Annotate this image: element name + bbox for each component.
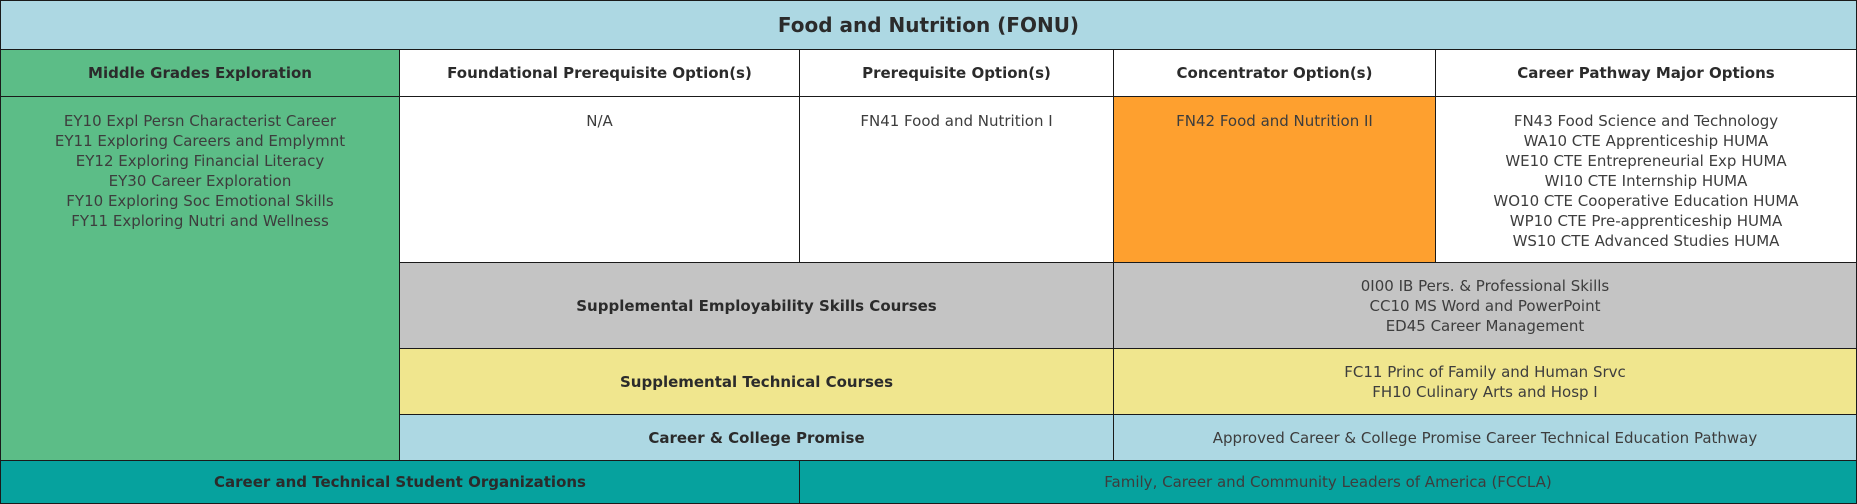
header-foundational	[399, 49, 800, 97]
foundational-course-list	[586, 111, 613, 131]
course-item: CC10 MS Word and PowerPoint	[1369, 296, 1601, 315]
career-pathway-course-list	[1493, 111, 1798, 251]
ccp-label: Career & College Promise	[648, 428, 865, 447]
header-career-pathway-label: Career Pathway Major Options	[1517, 64, 1775, 82]
ccp-value-cell	[1113, 414, 1857, 461]
technical-label: Supplemental Technical Courses	[619, 372, 893, 391]
prerequisite-cell	[799, 96, 1114, 263]
ccp-value: Approved Career & College Promise Career Technical Education Pathway	[1212, 428, 1758, 447]
header-prerequisite-label: Prerequisite Option(s)	[862, 64, 1051, 82]
course-item: FN43 Food Science and Technology	[1513, 112, 1779, 130]
course-item: WA10 CTE Apprenticeship HUMA	[1523, 132, 1769, 150]
title-cell	[0, 0, 1857, 50]
header-career-pathway	[1435, 49, 1857, 97]
employability-label-cell	[399, 262, 1114, 349]
technical-courses-cell	[1113, 348, 1857, 415]
course-item: EY10 Expl Persn Characterist Career	[63, 112, 337, 130]
course-item: EY30 Career Exploration	[108, 172, 292, 190]
concentrator-course-list	[1176, 111, 1373, 131]
ctso-value: Family, Career and Community Leaders of America (FCCLA)	[1104, 473, 1552, 491]
course-item: 0I00 IB Pers. & Professional Skills	[1360, 276, 1610, 295]
technical-label-cell	[399, 348, 1114, 415]
employability-label: Supplemental Employability Skills Courses	[576, 296, 937, 315]
header-concentrator-label: Concentrator Option(s)	[1176, 64, 1373, 82]
header-middle-grades	[0, 49, 400, 97]
course-item: FC11 Princ of Family and Human Srvc	[1344, 362, 1626, 381]
header-foundational-label: Foundational Prerequisite Option(s)	[447, 64, 752, 82]
technical-course-list	[1344, 362, 1626, 402]
employability-course-list	[1361, 276, 1609, 336]
course-item: WS10 CTE Advanced Studies HUMA	[1512, 232, 1780, 250]
course-item: FY10 Exploring Soc Emotional Skills	[66, 192, 334, 210]
course-item: WP10 CTE Pre-apprenticeship HUMA	[1509, 212, 1783, 230]
ctso-label: Career and Technical Student Organizations	[214, 473, 586, 491]
course-item: WE10 CTE Entrepreneurial Exp HUMA	[1505, 152, 1787, 170]
career-pathway-cell	[1435, 96, 1857, 263]
foundational-cell	[399, 96, 800, 263]
course-item: N/A	[586, 112, 613, 130]
course-item: WI10 CTE Internship HUMA	[1544, 172, 1748, 190]
header-middle-grades-label: Middle Grades Exploration	[88, 64, 312, 82]
header-prerequisite	[799, 49, 1114, 97]
concentrator-cell	[1113, 96, 1436, 263]
course-item: EY12 Exploring Financial Literacy	[75, 152, 325, 170]
middle-grades-course-list	[55, 111, 345, 231]
ccp-label-cell	[399, 414, 1114, 461]
course-item: WO10 CTE Cooperative Education HUMA	[1493, 192, 1799, 210]
course-item: FN41 Food and Nutrition I	[860, 112, 1053, 130]
middle-grades-cell	[0, 96, 400, 461]
prerequisite-course-list	[860, 111, 1052, 131]
header-concentrator	[1113, 49, 1436, 97]
course-item: FH10 Culinary Arts and Hosp I	[1372, 382, 1598, 401]
employability-courses-cell	[1113, 262, 1857, 349]
course-item: ED45 Career Management	[1385, 316, 1585, 335]
ctso-value-cell	[799, 460, 1857, 504]
course-item: FN42 Food and Nutrition II	[1176, 112, 1373, 130]
course-item: FY11 Exploring Nutri and Wellness	[71, 212, 329, 230]
ctso-label-cell	[0, 460, 800, 504]
course-item: EY11 Exploring Careers and Emplymnt	[54, 132, 346, 150]
page-title: Food and Nutrition (FONU)	[777, 13, 1080, 37]
